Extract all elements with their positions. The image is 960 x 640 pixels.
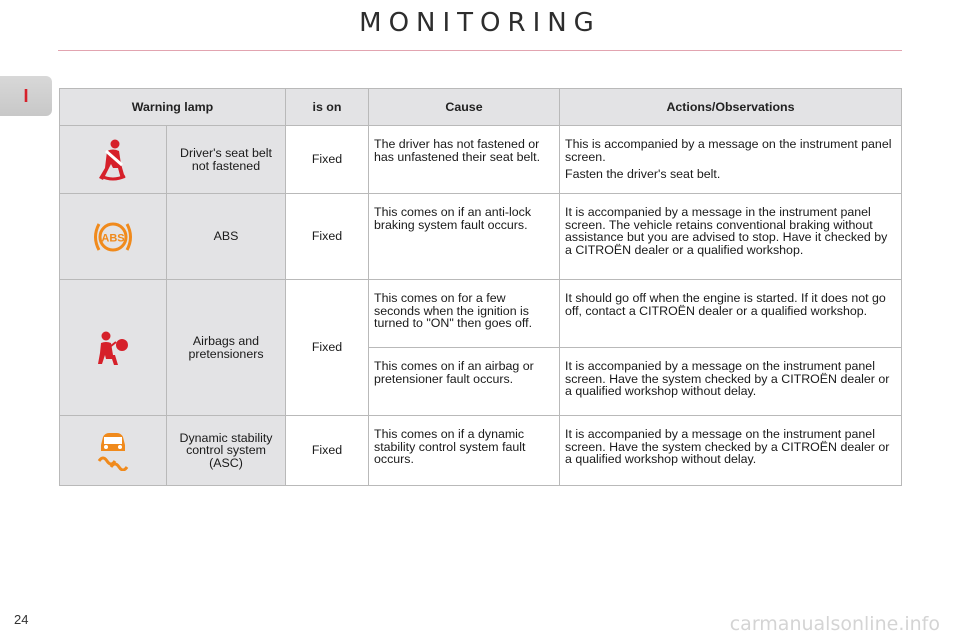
seat-belt-icon — [60, 126, 167, 194]
lamp-name: ABS — [167, 194, 286, 280]
svg-text:ABS: ABS — [101, 232, 125, 244]
page-title: MONITORING — [359, 8, 601, 38]
lamp-name: Dynamic stability control system (ASC) — [167, 416, 286, 486]
actions-cell — [560, 194, 902, 280]
table-row — [60, 416, 902, 486]
action-text: Fasten the driver's seat belt. — [565, 167, 721, 181]
header-warning-lamp: Warning lamp — [60, 89, 286, 126]
table-row — [60, 126, 902, 194]
warning-lamp-table — [59, 88, 902, 486]
actions-cell — [560, 348, 902, 416]
lamp-name: Driver's seat belt not fastened — [167, 126, 286, 194]
chapter-label: I — [23, 85, 29, 106]
action-text: It should go off when the engine is started. If it does not go off, contact a CITROËN dealer or a qualified workshop. — [565, 291, 886, 318]
cause-text: The driver has not fastened or has unfastened their seat belt. — [369, 126, 560, 194]
watermark: carmanualsonline.info — [729, 613, 940, 635]
header-cause: Cause — [369, 89, 560, 126]
table-row — [60, 280, 902, 348]
cause-text: This comes on if an anti-lock braking system fault occurs. — [369, 194, 560, 280]
cause-text: This comes on if an airbag or pretensioner fault occurs. — [369, 348, 560, 416]
lamp-name: Airbags and pretensioners — [167, 280, 286, 416]
table-row — [60, 194, 902, 280]
action-text: It is accompanied by a message on the instrument panel screen. Have the system checked by a CITROËN dealer or a qualified workshop without delay. — [565, 359, 890, 398]
actions-cell — [560, 280, 902, 348]
stability-control-icon — [60, 416, 167, 486]
is-on-value: Fixed — [286, 416, 369, 486]
page-number: 24 — [14, 612, 29, 627]
actions-cell — [560, 416, 902, 486]
cause-text: This comes on if a dynamic stability control system fault occurs. — [369, 416, 560, 486]
cause-text: This comes on for a few seconds when the ignition is turned to "ON" then goes off. — [369, 280, 560, 348]
chapter-tab — [0, 76, 52, 116]
action-text: This is accompanied by a message on the instrument panel screen. — [565, 137, 892, 164]
action-text: It is accompanied by a message in the instrument panel screen. The vehicle retains conventional braking without assistance but you are advised to stop. Have it checked by a CITROËN dealer or a qualified workshop. — [565, 205, 888, 257]
header-actions: Actions/Observations — [560, 89, 902, 126]
title-divider — [58, 50, 902, 51]
action-text: It is accompanied by a message on the instrument panel screen. Have the system checked by a CITROËN dealer or a qualified workshop without delay. — [565, 427, 890, 466]
table-header-row — [60, 89, 902, 126]
is-on-value: Fixed — [286, 194, 369, 280]
airbag-icon — [60, 280, 167, 416]
actions-cell — [560, 126, 902, 194]
is-on-value: Fixed — [286, 126, 369, 194]
abs-icon — [60, 194, 167, 280]
is-on-value: Fixed — [286, 280, 369, 416]
header-is-on: is on — [286, 89, 369, 126]
